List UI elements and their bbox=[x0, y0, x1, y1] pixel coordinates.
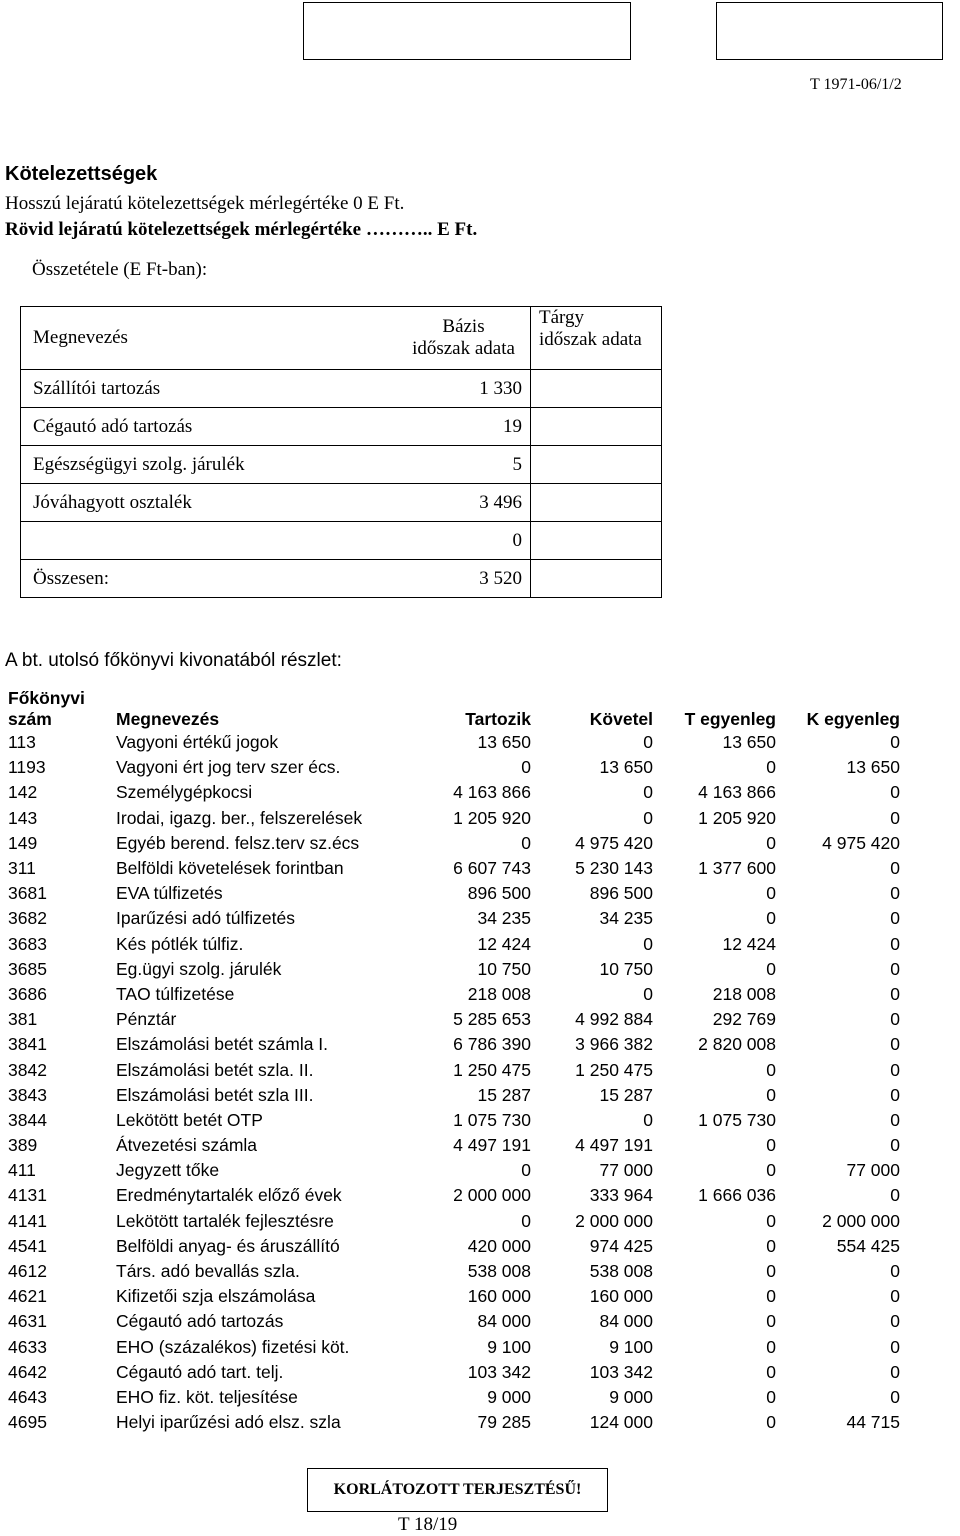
summary-row-name: Szállítói tartozás bbox=[21, 370, 398, 408]
row-account: 3842 bbox=[8, 1059, 47, 1080]
summary-row bbox=[21, 446, 662, 484]
row-credit-balance: 0 bbox=[890, 858, 900, 879]
row-name: Belföldi követelések forintban bbox=[116, 858, 344, 879]
row-credit: 4 497 191 bbox=[575, 1135, 653, 1156]
row-debit: 103 342 bbox=[467, 1361, 531, 1382]
row-credit: 77 000 bbox=[599, 1160, 653, 1181]
row-account: 3686 bbox=[8, 983, 47, 1004]
row-debit: 218 008 bbox=[467, 983, 531, 1004]
row-debit: 12 424 bbox=[477, 933, 531, 954]
row-account: 1193 bbox=[8, 757, 46, 778]
row-name: Társ. adó bevallás szla. bbox=[116, 1261, 300, 1282]
row-credit: 974 425 bbox=[589, 1235, 653, 1256]
summary-row-current bbox=[531, 522, 662, 560]
row-debit: 9 100 bbox=[487, 1336, 531, 1357]
row-account: 4621 bbox=[8, 1286, 47, 1307]
row-debit-balance: 0 bbox=[766, 832, 776, 853]
row-debit: 538 008 bbox=[467, 1261, 531, 1282]
summary-row bbox=[21, 522, 662, 560]
row-account: 4631 bbox=[8, 1311, 47, 1332]
ledger-row bbox=[0, 1158, 900, 1183]
row-credit-balance: 0 bbox=[890, 958, 900, 979]
ledger-row bbox=[0, 1284, 900, 1309]
row-debit: 13 650 bbox=[477, 732, 531, 753]
row-debit-balance: 0 bbox=[766, 1412, 776, 1433]
row-account: 143 bbox=[8, 807, 38, 828]
row-debit: 420 000 bbox=[467, 1235, 531, 1256]
row-debit-balance: 218 008 bbox=[712, 983, 776, 1004]
summary-header-name: Megnevezés bbox=[21, 307, 398, 370]
row-debit: 1 075 730 bbox=[453, 1109, 531, 1130]
row-debit-balance: 0 bbox=[766, 1286, 776, 1307]
row-credit-balance: 0 bbox=[890, 1386, 900, 1407]
row-credit: 896 500 bbox=[589, 883, 653, 904]
row-account: 4643 bbox=[8, 1386, 47, 1407]
row-credit: 0 bbox=[643, 782, 653, 803]
row-account: 4612 bbox=[8, 1261, 47, 1282]
row-name: Cégautó adó tartozás bbox=[116, 1311, 284, 1332]
ledger-row bbox=[0, 957, 900, 982]
row-name: Egyéb berend. felsz.terv sz.écs bbox=[116, 832, 360, 853]
row-debit-balance: 0 bbox=[766, 1336, 776, 1357]
row-account: 3683 bbox=[8, 933, 47, 954]
summary-row-name: Egészségügyi szolg. járulék bbox=[21, 446, 398, 484]
row-credit: 5 230 143 bbox=[575, 858, 653, 879]
row-debit: 5 285 653 bbox=[453, 1009, 531, 1030]
row-debit: 1 250 475 bbox=[453, 1059, 531, 1080]
ledger-row bbox=[0, 1183, 900, 1208]
header-debit: Tartozik bbox=[465, 709, 531, 729]
ledger-row bbox=[0, 1083, 900, 1108]
ledger-row bbox=[0, 1335, 900, 1360]
row-credit: 15 287 bbox=[599, 1084, 653, 1105]
row-credit-balance: 0 bbox=[890, 1034, 900, 1055]
row-account: 389 bbox=[8, 1135, 38, 1156]
row-account: 4131 bbox=[8, 1185, 47, 1206]
row-debit: 84 000 bbox=[477, 1311, 531, 1332]
row-credit: 4 975 420 bbox=[575, 832, 653, 853]
row-debit: 34 235 bbox=[477, 908, 531, 929]
row-credit-balance: 0 bbox=[890, 983, 900, 1004]
row-credit: 538 008 bbox=[589, 1261, 653, 1282]
row-credit: 4 992 884 bbox=[575, 1009, 653, 1030]
row-debit-balance: 292 769 bbox=[712, 1009, 776, 1030]
row-debit: 4 497 191 bbox=[453, 1135, 531, 1156]
row-credit-balance: 554 425 bbox=[836, 1235, 900, 1256]
ledger-row bbox=[0, 1032, 900, 1057]
row-account: 3843 bbox=[8, 1084, 47, 1105]
row-debit-balance: 12 424 bbox=[722, 933, 776, 954]
row-account: 3844 bbox=[8, 1109, 47, 1130]
row-debit: 9 000 bbox=[487, 1386, 531, 1407]
row-debit-balance: 0 bbox=[766, 1235, 776, 1256]
row-account: 311 bbox=[8, 858, 36, 879]
header-debit-balance: T egyenleg bbox=[684, 709, 776, 729]
row-credit: 0 bbox=[643, 983, 653, 1004]
row-account: 113 bbox=[8, 732, 36, 753]
restricted-stamp bbox=[307, 1468, 608, 1512]
summary-row-base: 3 520 bbox=[397, 560, 531, 598]
ledger-row bbox=[0, 1360, 900, 1385]
row-debit-balance: 13 650 bbox=[722, 732, 776, 753]
row-credit: 124 000 bbox=[589, 1412, 653, 1433]
row-name: Eg.ügyi szolg. járulék bbox=[116, 958, 282, 979]
row-credit-balance: 0 bbox=[890, 1261, 900, 1282]
row-account: 3841 bbox=[8, 1034, 47, 1055]
summary-row-base: 3 496 bbox=[397, 484, 531, 522]
composition-label: Összetétele (E Ft-ban): bbox=[32, 259, 208, 280]
summary-table bbox=[20, 306, 662, 598]
row-credit: 0 bbox=[643, 807, 653, 828]
row-debit-balance: 1 205 920 bbox=[698, 807, 776, 828]
row-debit-balance: 0 bbox=[766, 1160, 776, 1181]
row-account: 3685 bbox=[8, 958, 47, 979]
row-account: 142 bbox=[8, 782, 38, 803]
row-credit: 34 235 bbox=[599, 908, 653, 929]
ledger-row bbox=[0, 806, 900, 831]
row-credit-balance: 0 bbox=[890, 1059, 900, 1080]
row-credit: 160 000 bbox=[589, 1286, 653, 1307]
row-debit: 4 163 866 bbox=[453, 782, 531, 803]
summary-header-row bbox=[21, 307, 662, 370]
row-credit: 0 bbox=[643, 1109, 653, 1130]
row-credit: 84 000 bbox=[599, 1311, 653, 1332]
row-debit-balance: 0 bbox=[766, 1386, 776, 1407]
row-credit-balance: 0 bbox=[890, 782, 900, 803]
restricted-label: KORLÁTOZOTT TERJESZTÉSŰ! bbox=[333, 1481, 582, 1498]
row-credit-balance: 0 bbox=[890, 1109, 900, 1130]
ledger-row bbox=[0, 1259, 900, 1284]
row-credit: 9 000 bbox=[609, 1386, 653, 1407]
row-credit: 3 966 382 bbox=[575, 1034, 653, 1055]
row-debit-balance: 0 bbox=[766, 1210, 776, 1231]
row-name: Eredménytartalék előző évek bbox=[116, 1185, 342, 1206]
row-credit-balance: 0 bbox=[890, 908, 900, 929]
page-number: T 18/19 bbox=[398, 1514, 458, 1535]
header-box-left bbox=[303, 2, 631, 60]
row-credit-balance: 77 000 bbox=[846, 1160, 900, 1181]
row-debit-balance: 0 bbox=[766, 1311, 776, 1332]
row-credit-balance: 0 bbox=[890, 807, 900, 828]
ledger-row bbox=[0, 1309, 900, 1334]
summary-total-row bbox=[21, 560, 662, 598]
row-name: Irodai, igazg. ber., felszerelések bbox=[116, 807, 363, 828]
row-account: 381 bbox=[8, 1009, 38, 1030]
row-credit-balance: 0 bbox=[890, 732, 900, 753]
ledger-row bbox=[0, 730, 900, 755]
ledger-row bbox=[0, 755, 900, 780]
row-name: EHO fiz. köt. teljesítése bbox=[116, 1386, 298, 1407]
row-account: 149 bbox=[8, 832, 38, 853]
row-name: Jegyzett tőke bbox=[116, 1160, 220, 1181]
row-debit: 6 607 743 bbox=[453, 858, 531, 879]
summary-row-current bbox=[531, 408, 662, 446]
summary-row-base: 19 bbox=[397, 408, 531, 446]
ledger-row bbox=[0, 1385, 900, 1410]
summary-row-current bbox=[531, 484, 662, 522]
ledger-row bbox=[0, 906, 900, 931]
row-credit: 2 000 000 bbox=[575, 1210, 653, 1231]
summary-row-name bbox=[21, 522, 398, 560]
row-account: 3681 bbox=[8, 883, 47, 904]
row-name: Elszámolási betét szla III. bbox=[116, 1084, 314, 1105]
row-credit-balance: 0 bbox=[890, 1361, 900, 1382]
row-debit: 10 750 bbox=[477, 958, 531, 979]
header-name: Megnevezés bbox=[116, 709, 220, 729]
row-debit-balance: 0 bbox=[766, 1059, 776, 1080]
row-account: 4642 bbox=[8, 1361, 47, 1382]
row-debit-balance: 1 075 730 bbox=[698, 1109, 776, 1130]
summary-row bbox=[21, 408, 662, 446]
row-debit-balance: 1 377 600 bbox=[698, 858, 776, 879]
row-debit-balance: 2 820 008 bbox=[698, 1034, 776, 1055]
row-debit-balance: 0 bbox=[766, 958, 776, 979]
row-debit-balance: 0 bbox=[766, 1135, 776, 1156]
row-name: Vagyoni ért jog terv szer écs. bbox=[116, 757, 341, 778]
row-credit-balance: 0 bbox=[890, 1135, 900, 1156]
row-credit: 333 964 bbox=[589, 1185, 653, 1206]
row-credit: 0 bbox=[643, 732, 653, 753]
header-box-right bbox=[716, 2, 943, 60]
row-debit: 0 bbox=[521, 1160, 531, 1181]
row-name: Lekötött tartalék fejlesztésre bbox=[116, 1210, 334, 1231]
row-name: Átvezetési számla bbox=[116, 1135, 258, 1156]
ledger-row bbox=[0, 1234, 900, 1259]
ledger-row bbox=[0, 982, 900, 1007]
row-account: 4141 bbox=[8, 1210, 47, 1231]
doc-code: T 1971-06/1/2 bbox=[810, 76, 902, 93]
header-account: Főkönyvi szám bbox=[8, 688, 85, 729]
row-name: Cégautó adó tart. telj. bbox=[116, 1361, 284, 1382]
row-debit: 160 000 bbox=[467, 1286, 531, 1307]
row-credit: 0 bbox=[643, 933, 653, 954]
row-debit: 896 500 bbox=[467, 883, 531, 904]
row-name: Pénztár bbox=[116, 1009, 177, 1030]
row-credit: 13 650 bbox=[599, 757, 653, 778]
summary-row-current bbox=[531, 370, 662, 408]
ledger-row bbox=[0, 932, 900, 957]
ledger-row bbox=[0, 1209, 900, 1234]
row-debit: 1 205 920 bbox=[453, 807, 531, 828]
summary-row-name: Összesen: bbox=[21, 560, 398, 598]
summary-row-base: 1 330 bbox=[397, 370, 531, 408]
row-account: 4541 bbox=[8, 1235, 47, 1256]
summary-row-base: 5 bbox=[397, 446, 531, 484]
summary-row-name: Jóváhagyott osztalék bbox=[21, 484, 398, 522]
ledger-table bbox=[0, 680, 900, 1435]
row-debit: 2 000 000 bbox=[453, 1185, 531, 1206]
row-debit: 0 bbox=[521, 1210, 531, 1231]
short-term-liabilities: Rövid lejáratú kötelezettségek mérlegértéke ……….. E Ft. bbox=[5, 219, 478, 240]
row-name: Kifizetői szja elszámolása bbox=[116, 1286, 316, 1307]
row-account: 4695 bbox=[8, 1412, 47, 1433]
summary-row bbox=[21, 370, 662, 408]
row-name: Helyi iparűzési adó elsz. szla bbox=[116, 1412, 341, 1433]
row-credit: 103 342 bbox=[589, 1361, 653, 1382]
row-credit-balance: 0 bbox=[890, 1084, 900, 1105]
ledger-row bbox=[0, 1410, 900, 1435]
row-name: Belföldi anyag- és áruszállító bbox=[116, 1235, 340, 1256]
ledger-row bbox=[0, 1108, 900, 1133]
row-credit-balance: 0 bbox=[890, 1009, 900, 1030]
summary-row-base: 0 bbox=[397, 522, 531, 560]
row-credit-balance: 0 bbox=[890, 1286, 900, 1307]
row-name: Elszámolási betét számla I. bbox=[116, 1034, 329, 1055]
ledger-header-row bbox=[0, 680, 900, 730]
row-debit: 6 786 390 bbox=[453, 1034, 531, 1055]
row-credit-balance: 0 bbox=[890, 883, 900, 904]
row-name: EHO (százalékos) fizetési köt. bbox=[116, 1336, 350, 1357]
summary-row-current bbox=[531, 446, 662, 484]
summary-row-current bbox=[531, 560, 662, 598]
ledger-body bbox=[0, 730, 900, 1435]
long-term-liabilities: Hosszú lejáratú kötelezettségek mérlegértéke 0 E Ft. bbox=[5, 193, 405, 214]
summary-row bbox=[21, 484, 662, 522]
header-credit-balance: K egyenleg bbox=[806, 709, 900, 729]
row-name: Kés pótlék túlfiz. bbox=[116, 933, 244, 954]
row-credit-balance: 0 bbox=[890, 1185, 900, 1206]
row-account: 411 bbox=[8, 1160, 36, 1181]
row-credit-balance: 0 bbox=[890, 1336, 900, 1357]
ledger-row bbox=[0, 1007, 900, 1032]
row-credit-balance: 2 000 000 bbox=[822, 1210, 900, 1231]
ledger-row bbox=[0, 1057, 900, 1082]
ledger-row bbox=[0, 1133, 900, 1158]
row-name: Lekötött betét OTP bbox=[116, 1109, 263, 1130]
row-credit-balance: 4 975 420 bbox=[822, 832, 900, 853]
row-debit: 0 bbox=[521, 757, 531, 778]
ledger-row bbox=[0, 831, 900, 856]
row-debit: 0 bbox=[521, 832, 531, 853]
row-debit-balance: 0 bbox=[766, 883, 776, 904]
row-name: EVA túlfizetés bbox=[116, 883, 223, 904]
ledger-row bbox=[0, 856, 900, 881]
row-name: Elszámolási betét szla. II. bbox=[116, 1059, 314, 1080]
row-name: Vagyoni értékű jogok bbox=[116, 732, 279, 753]
row-credit-balance: 0 bbox=[890, 1311, 900, 1332]
ledger-intro: A bt. utolsó főkönyvi kivonatából részlet: bbox=[5, 650, 342, 671]
row-account: 3682 bbox=[8, 908, 47, 929]
row-debit-balance: 0 bbox=[766, 1361, 776, 1382]
row-account: 4633 bbox=[8, 1336, 47, 1357]
row-debit: 15 287 bbox=[477, 1084, 531, 1105]
row-credit-balance: 44 715 bbox=[846, 1412, 900, 1433]
ledger-row bbox=[0, 780, 900, 805]
summary-row-name: Cégautó adó tartozás bbox=[21, 408, 398, 446]
row-credit-balance: 13 650 bbox=[846, 757, 900, 778]
row-debit-balance: 0 bbox=[766, 757, 776, 778]
row-credit-balance: 0 bbox=[890, 933, 900, 954]
summary-header-current: Tárgy időszak adata bbox=[531, 307, 662, 370]
row-debit-balance: 0 bbox=[766, 1261, 776, 1282]
row-debit: 79 285 bbox=[477, 1412, 531, 1433]
row-credit: 1 250 475 bbox=[575, 1059, 653, 1080]
row-debit-balance: 4 163 866 bbox=[698, 782, 776, 803]
header-credit: Követel bbox=[589, 709, 653, 729]
row-name: Iparűzési adó túlfizetés bbox=[116, 908, 295, 929]
row-debit-balance: 0 bbox=[766, 1084, 776, 1105]
row-credit: 10 750 bbox=[599, 958, 653, 979]
row-debit-balance: 1 666 036 bbox=[698, 1185, 776, 1206]
row-debit-balance: 0 bbox=[766, 908, 776, 929]
ledger-row bbox=[0, 881, 900, 906]
row-name: Személygépkocsi bbox=[116, 782, 253, 803]
row-credit: 9 100 bbox=[609, 1336, 653, 1357]
section-title: Kötelezettségek bbox=[5, 163, 158, 185]
summary-header-base: Bázis időszak adata bbox=[397, 307, 531, 370]
row-name: TAO túlfizetése bbox=[116, 983, 235, 1004]
